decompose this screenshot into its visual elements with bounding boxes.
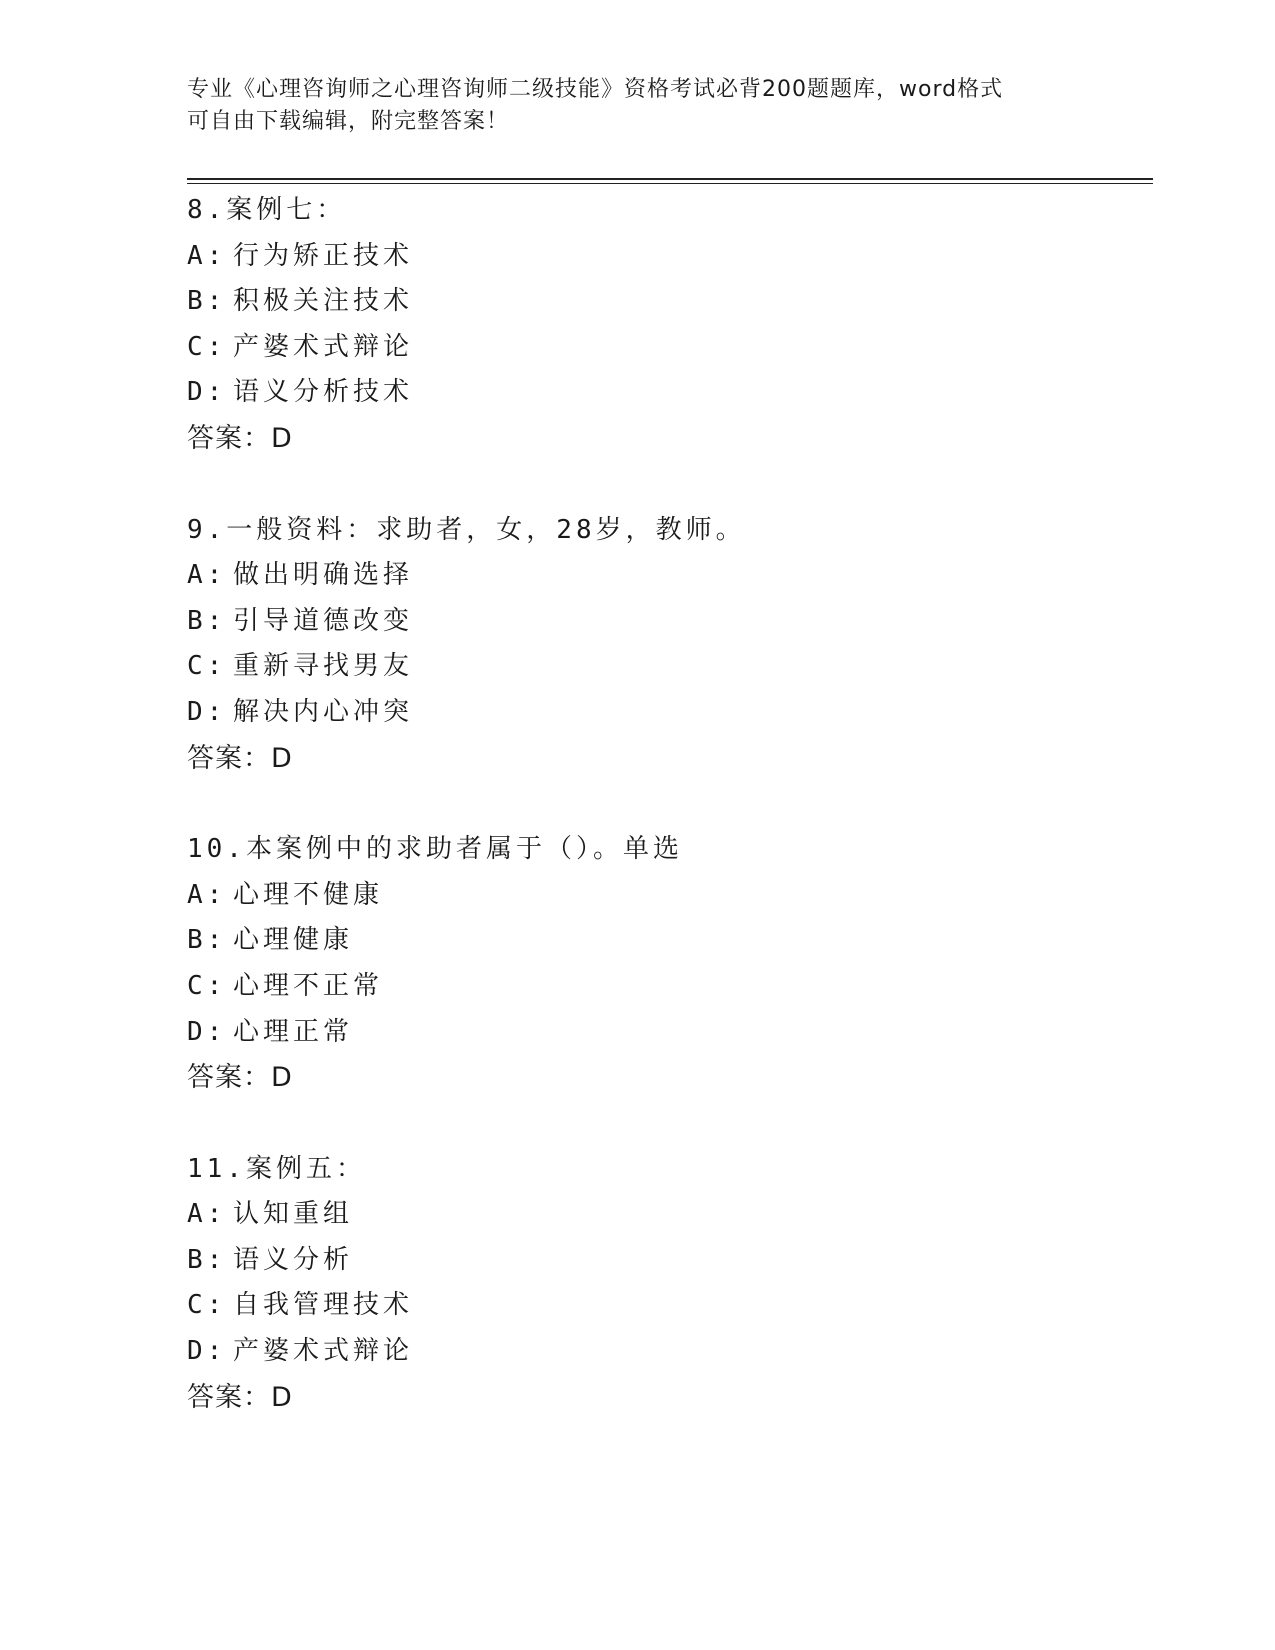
answer-line <box>187 416 1127 462</box>
option-key: D: <box>187 377 227 408</box>
option-b <box>187 279 1127 325</box>
option-a <box>187 234 1127 280</box>
answer-line <box>187 1055 1127 1101</box>
answer-value: D <box>271 1062 293 1094</box>
header-line-2: 可自由下载编辑，附完整答案！ <box>187 109 510 134</box>
option-a <box>187 873 1127 919</box>
question-8 <box>187 188 1127 462</box>
option-key: C: <box>187 651 227 682</box>
option-text: 行为矫正技术 <box>233 240 414 271</box>
question-11 <box>187 1147 1127 1421</box>
option-c <box>187 964 1127 1010</box>
option-d <box>187 1329 1127 1375</box>
answer-value: D <box>271 422 293 454</box>
option-text: 心理不健康 <box>233 879 384 910</box>
question-10 <box>187 827 1127 1101</box>
option-key: C: <box>187 331 227 362</box>
option-text: 心理健康 <box>233 925 354 956</box>
option-key: A: <box>187 879 227 910</box>
option-text: 自我管理技术 <box>233 1290 414 1321</box>
option-text: 积极关注技术 <box>233 286 414 317</box>
option-c <box>187 644 1127 690</box>
option-text: 心理不正常 <box>233 970 384 1001</box>
option-key: A: <box>187 560 227 591</box>
option-b <box>187 1238 1127 1284</box>
answer-value: D <box>271 1381 293 1413</box>
header-line-1: 专业《心理咨询师之心理咨询师二级技能》资格考试必背200题题库，word格式 <box>187 77 1004 102</box>
option-text: 做出明确选择 <box>233 560 414 591</box>
option-d <box>187 370 1127 416</box>
option-text: 认知重组 <box>233 1199 354 1230</box>
option-c <box>187 325 1127 371</box>
option-text: 语义分析 <box>233 1244 354 1275</box>
option-key: A: <box>187 240 227 271</box>
option-text: 心理正常 <box>233 1016 354 1047</box>
option-text: 产婆术式辩论 <box>233 1336 414 1367</box>
option-a <box>187 1192 1127 1238</box>
option-d <box>187 690 1127 736</box>
option-key: B: <box>187 1244 227 1275</box>
page-header <box>187 74 1067 138</box>
option-text: 引导道德改变 <box>233 605 414 636</box>
option-key: D: <box>187 1016 227 1047</box>
option-key: A: <box>187 1199 227 1230</box>
answer-value: D <box>271 742 293 774</box>
option-b <box>187 599 1127 645</box>
question-stem: 9.一般资料：求助者，女，28岁，教师。 <box>187 514 746 545</box>
question-list <box>187 188 1127 1420</box>
option-b <box>187 918 1127 964</box>
question-stem: 8.案例七： <box>187 195 347 225</box>
answer-label: 答案： <box>187 742 271 774</box>
header-divider-thick <box>187 178 1153 180</box>
option-key: C: <box>187 970 227 1001</box>
option-a <box>187 553 1127 599</box>
option-text: 语义分析技术 <box>233 377 414 408</box>
option-key: B: <box>187 925 227 956</box>
option-key: D: <box>187 696 227 727</box>
option-key: D: <box>187 1336 227 1367</box>
option-text: 重新寻找男友 <box>233 651 414 682</box>
option-d <box>187 1010 1127 1056</box>
header-divider-thin <box>187 183 1153 184</box>
answer-line <box>187 736 1127 782</box>
answer-label: 答案： <box>187 422 271 454</box>
question-stem: 10.本案例中的求助者属于（）。单选 <box>187 834 683 865</box>
option-c <box>187 1283 1127 1329</box>
question-9 <box>187 508 1127 782</box>
answer-label: 答案： <box>187 1381 271 1413</box>
option-key: B: <box>187 286 227 317</box>
option-text: 解决内心冲突 <box>233 696 414 727</box>
answer-line <box>187 1375 1127 1421</box>
answer-label: 答案： <box>187 1062 271 1094</box>
option-key: B: <box>187 605 227 636</box>
option-text: 产婆术式辩论 <box>233 331 414 362</box>
option-key: C: <box>187 1290 227 1321</box>
question-stem: 11.案例五： <box>187 1153 366 1184</box>
